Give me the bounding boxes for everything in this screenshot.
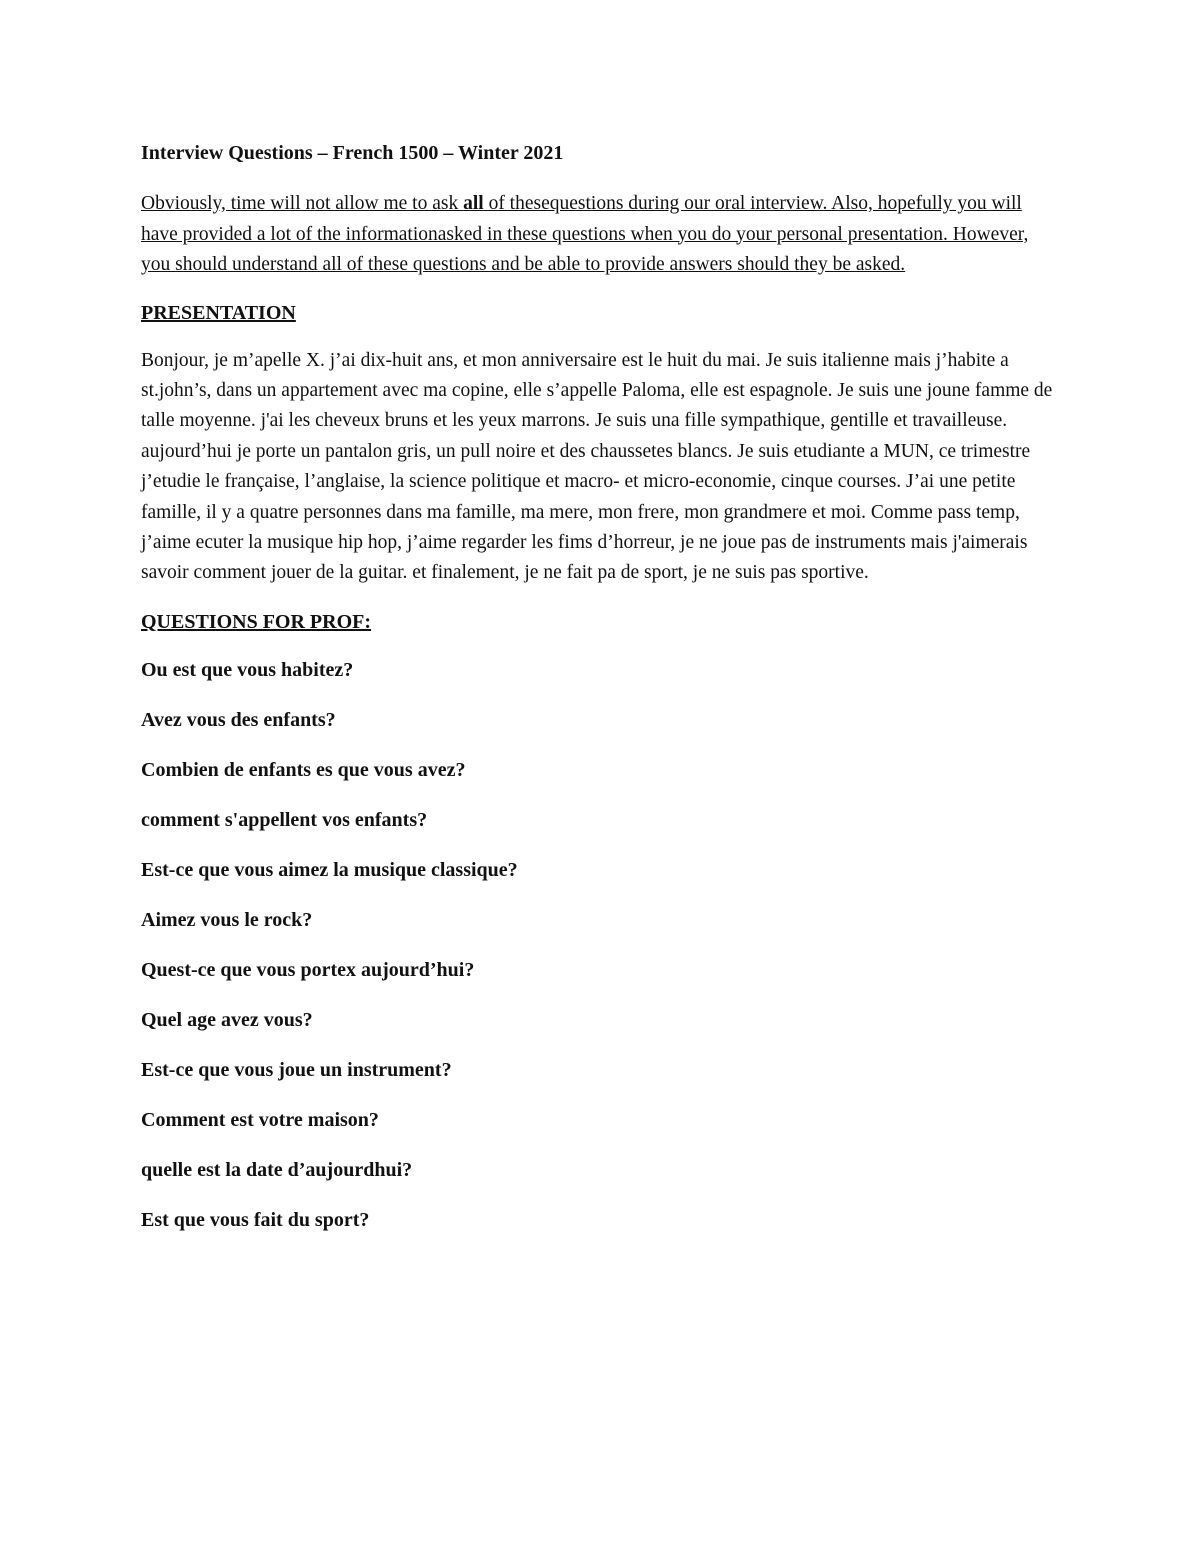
presentation-heading: PRESENTATION (141, 301, 296, 324)
intro-text-end: of thesequestions during our oral interview. Also, hopefully you will have provided a lot of the informationasked in these questions when you do your personal presentation. However, you should understand all of these questions and be able to provide answers should they be asked. (141, 193, 1029, 275)
question-item: comment s'appellent vos enfants? (141, 808, 428, 831)
question-item: quelle est la date d’aujourdhui? (141, 1158, 413, 1181)
presentation-paragraph: Bonjour, je m’apelle X. j’ai dix-huit ans, et mon anniversaire est le huit du mai. Je suis italienne mais j’habite a st.john’s, dans un appartement avec ma copine, elle s’appelle Paloma, elle est espagnole. Je suis une joune famme de talle moyenne. j'ai les cheveux bruns et les yeux marrons. Je suis una fille sympathique, gentille et travailleuse. aujourd’hui je porte un pantalon gris, un pull noire et des chaussetes blancs. Je suis etudiante a MUN, ce trimestre j’etudie le française, l’anglaise, la science politique et macro- et micro-economie, cinque courses. J’ai une petite famille, il y a quatre personnes dans ma famille, ma mere, mon frere, mon grandmere et moi. Comme pass temp, j’aime ecuter la musique hip hop, j’aime regarder les fims d’horreur, je ne joue pas de instruments mais j'aimerais savoir comment jouer de la guitar. et finalement, je ne fait pa de sport, je ne suis pas sportive. (141, 349, 1053, 584)
question-item: Combien de enfants es que vous avez? (141, 758, 466, 781)
questions-list (141, 655, 1061, 1235)
intro-text-start: Obviously, time will not allow me to ask (141, 193, 464, 214)
document-title: Interview Questions – French 1500 – Winter 2021 (141, 142, 564, 164)
intro-emphasis: all (463, 193, 484, 214)
intro-paragraph (141, 189, 1061, 281)
question-item: Quel age avez vous? (141, 1008, 313, 1031)
question-item: Comment est votre maison? (141, 1108, 379, 1131)
question-item: Ou est que vous habitez? (141, 658, 354, 681)
question-item: Avez vous des enfants? (141, 708, 336, 731)
question-item: Est que vous fait du sport? (141, 1208, 370, 1231)
question-item: Aimez vous le rock? (141, 908, 313, 931)
question-item: Est-ce que vous aimez la musique classique? (141, 858, 518, 881)
question-item: Est-ce que vous joue un instrument? (141, 1058, 452, 1081)
question-item: Quest-ce que vous portex aujourd’hui? (141, 958, 475, 981)
document-page (141, 138, 1061, 1255)
questions-heading: QUESTIONS FOR PROF: (141, 610, 372, 633)
